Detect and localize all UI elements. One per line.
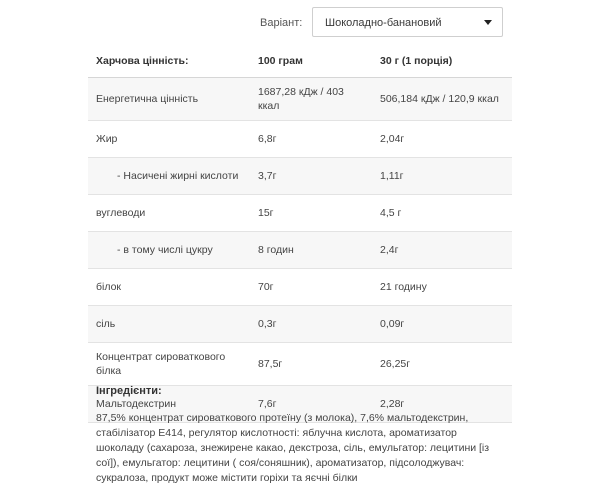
- row-per-100g: 1687,28 кДж / 403 ккал: [250, 78, 372, 121]
- table-row: [88, 343, 512, 386]
- row-per-serving: 506,184 кДж / 120,9 ккал: [372, 78, 512, 121]
- ingredients-text: 87,5% концентрат сироваткового протеїну (з молока), 7,6% мальтодекстрин, стабілізатор Е414, регулятор кислотності: яблучна кислота, ароматизатор шоколаду (сахароза, знежирене какао, декстроза, сіль, емульгатор: лецитини [із сої]), емульгатор: лецитини ( соя/соняшник), ароматизатор, підсолоджувач: сукралоза, продукт може містити горіхи та яєчні білки: [96, 412, 490, 484]
- row-name: Енергетична цінність: [88, 78, 250, 121]
- row-per-100g: 15г: [250, 195, 372, 232]
- nutrition-header-row: [88, 45, 512, 78]
- row-name: сіль: [88, 306, 250, 343]
- table-row: [88, 158, 512, 195]
- variant-label: Варіант:: [260, 17, 303, 29]
- row-name: [88, 158, 250, 195]
- header-per-serving: 30 г (1 порція): [372, 45, 512, 78]
- row-name-text: - Насичені жирні кислоти: [117, 170, 239, 182]
- row-name-text: - в тому числі цукру: [117, 244, 213, 256]
- chevron-down-icon: [484, 20, 492, 25]
- row-per-serving: 26,25г: [372, 343, 512, 386]
- row-per-100g: 7,6г: [250, 386, 372, 423]
- variant-selected-value: Шоколадно-банановий: [325, 17, 442, 29]
- row-per-serving: 1,11г: [372, 158, 512, 195]
- table-row: [88, 306, 512, 343]
- row-name: Мальтодекстрин: [88, 386, 250, 423]
- row-per-100g: 8 годин: [250, 232, 372, 269]
- header-nutrition-value: Харчова цінність:: [88, 45, 250, 78]
- table-row: [88, 232, 512, 269]
- header-per-100g: 100 грам: [250, 45, 372, 78]
- row-per-100g: 3,7г: [250, 158, 372, 195]
- ingredients-title: Інгредієнти:: [96, 385, 162, 397]
- row-per-100g: 0,3г: [250, 306, 372, 343]
- row-name: вуглеводи: [88, 195, 250, 232]
- table-row: [88, 195, 512, 232]
- table-row: [88, 121, 512, 158]
- row-per-serving: 21 годину: [372, 269, 512, 306]
- row-per-serving: 4,5 г: [372, 195, 512, 232]
- row-name: Жир: [88, 121, 250, 158]
- row-per-serving: 0,09г: [372, 306, 512, 343]
- row-name: Концентрат сироваткового білка: [88, 343, 250, 386]
- row-per-serving: 2,28г: [372, 386, 512, 423]
- row-per-serving: 2,04г: [372, 121, 512, 158]
- row-per-100g: 6,8г: [250, 121, 372, 158]
- row-name: [88, 232, 250, 269]
- nutrition-table: [88, 45, 512, 423]
- table-row: [88, 78, 512, 121]
- variant-select[interactable]: [312, 7, 503, 37]
- row-name: білок: [88, 269, 250, 306]
- row-per-serving: 2,4г: [372, 232, 512, 269]
- table-row: [88, 269, 512, 306]
- row-per-100g: 70г: [250, 269, 372, 306]
- row-per-100g: 87,5г: [250, 343, 372, 386]
- variant-selector-row: [0, 7, 600, 39]
